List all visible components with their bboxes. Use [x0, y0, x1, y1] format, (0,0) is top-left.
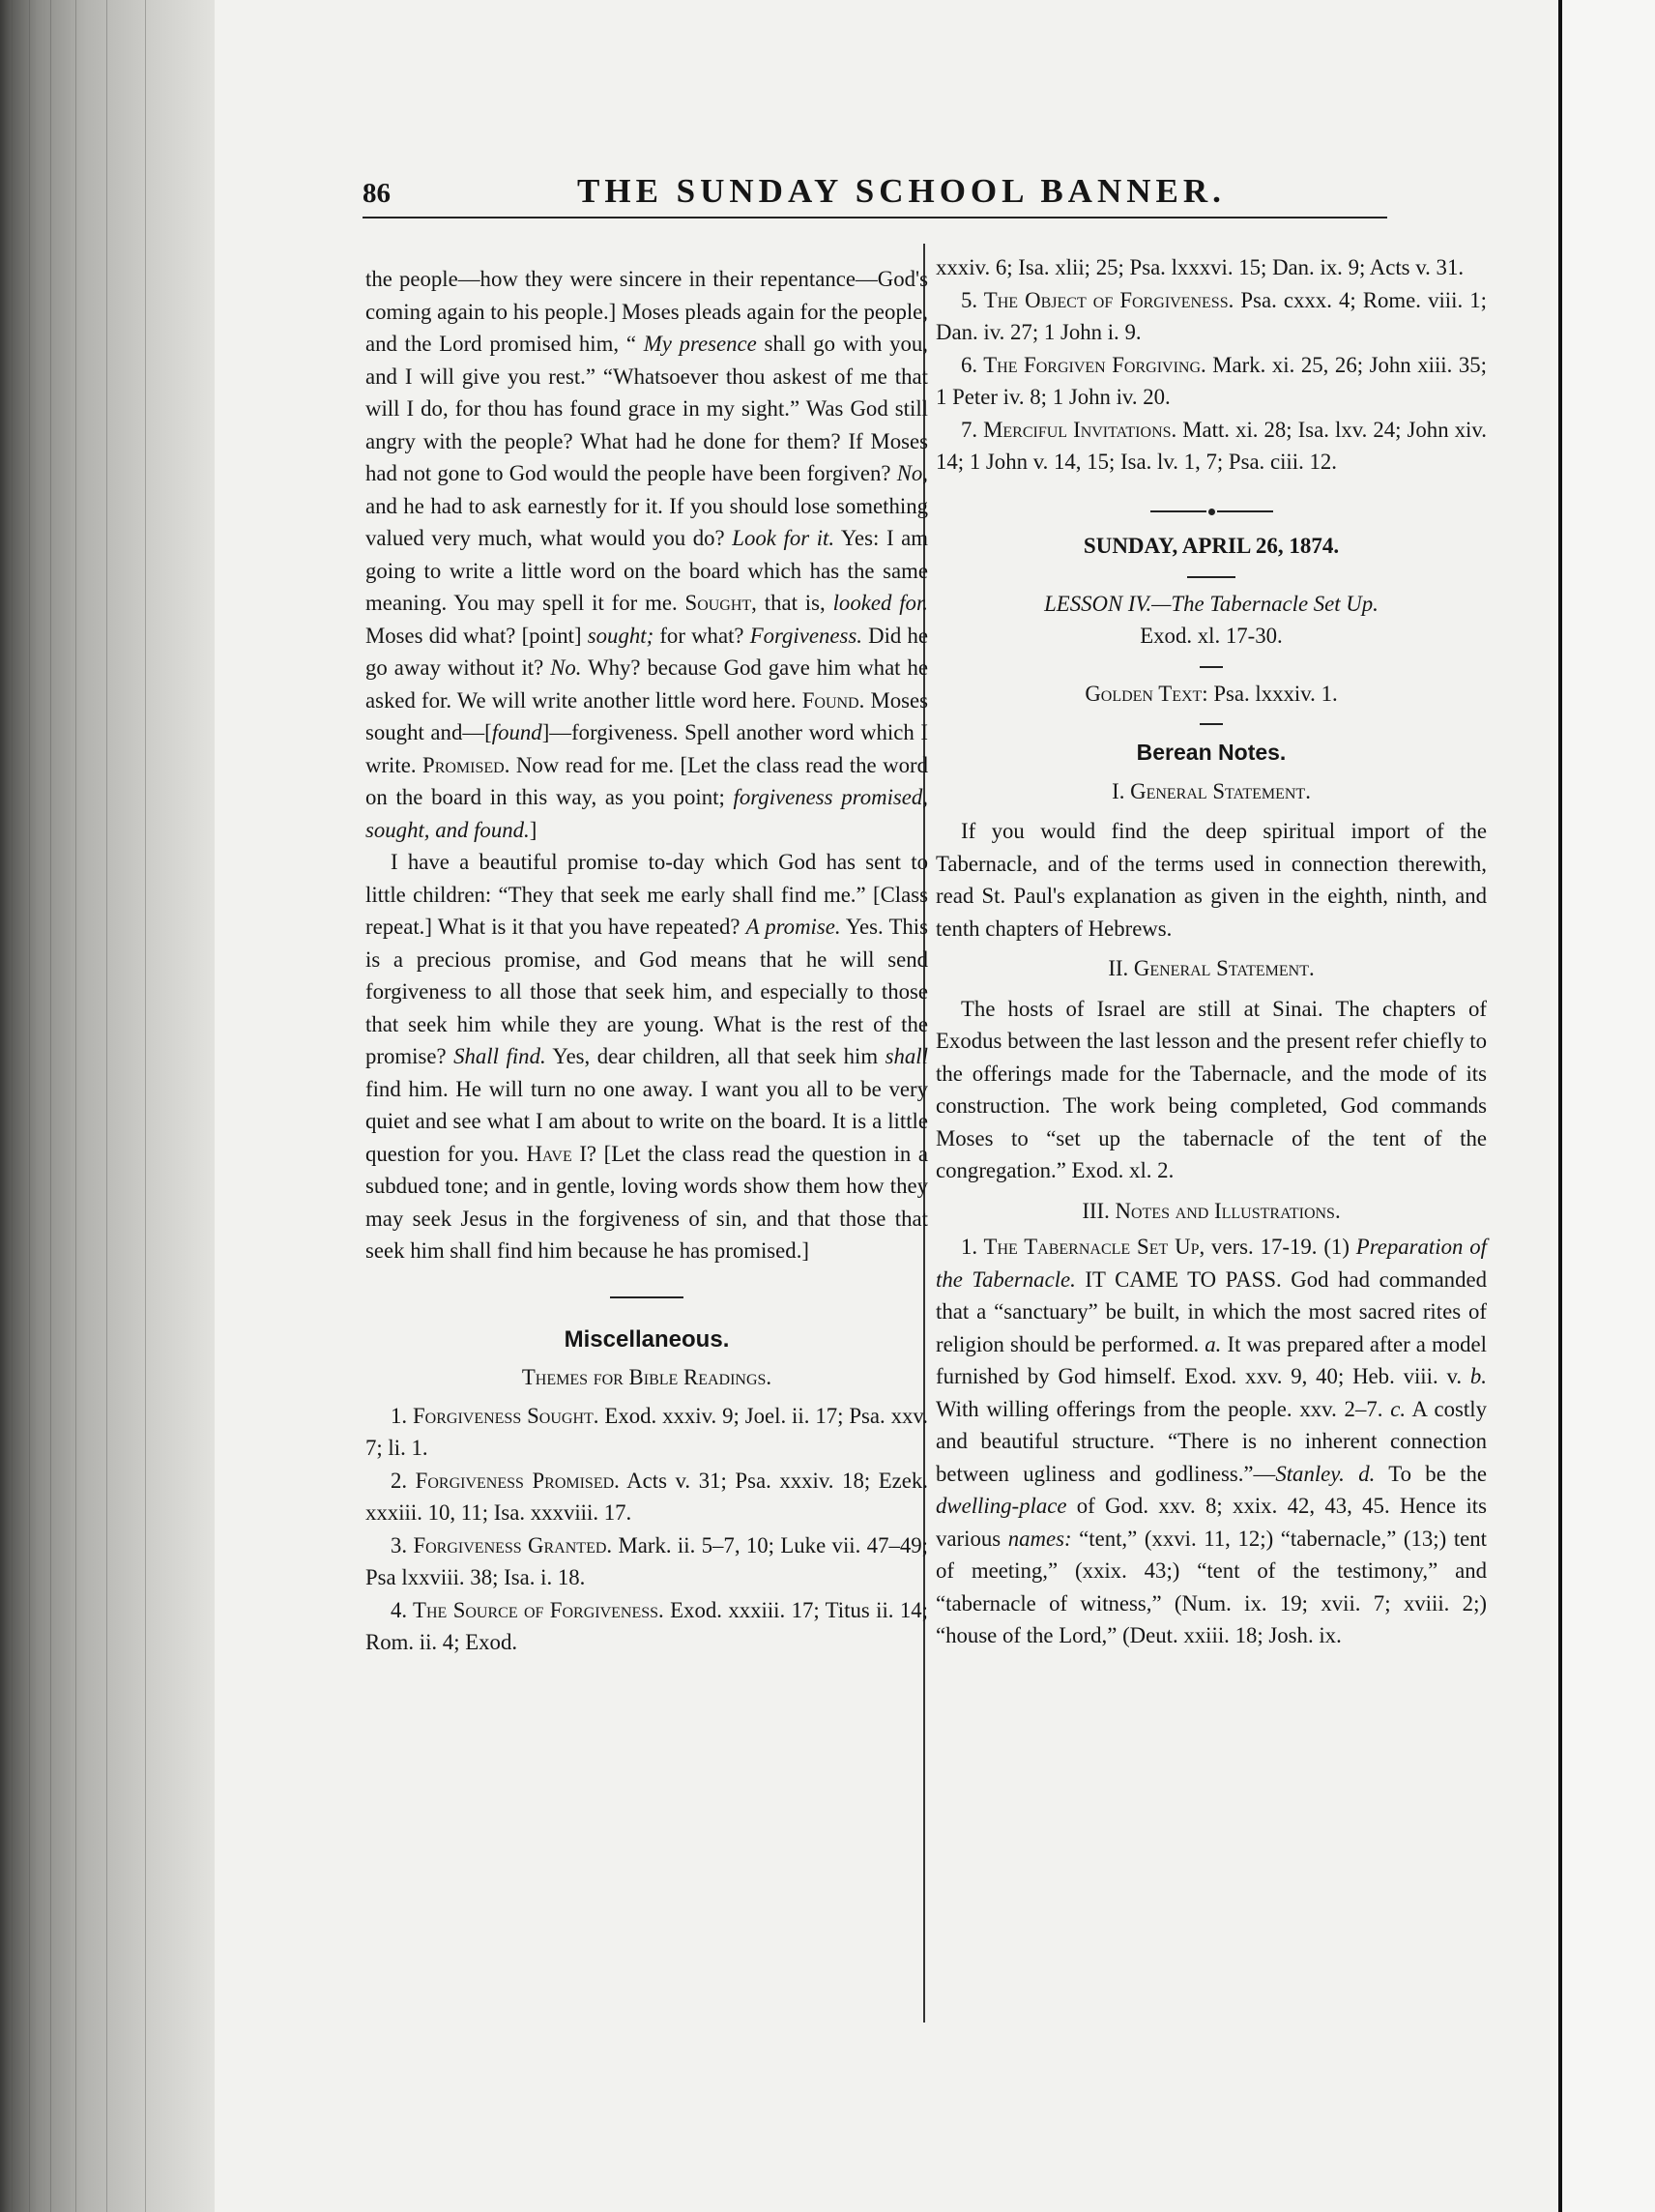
golden-rule [1200, 723, 1223, 725]
theme-entry: 3. Forgiveness Granted. Mark. ii. 5–7, 10; Luke vii. 47–49; Psa lxxviii. 38; Isa. i. 18. [365, 1532, 928, 1589]
theme-entry: 6. The Forgiven Forgiving. Mark. xi. 25, 26; John xiii. 35; 1 Peter iv. 8; 1 John iv. 20. [936, 352, 1487, 409]
page-edge-line [29, 0, 30, 2212]
page-number: 86 [363, 178, 391, 209]
subheading: III. Notes and Illustrations. [1082, 1198, 1341, 1223]
subheading: I. General Statement. [1112, 778, 1311, 803]
paragraph: If you would find the deep spiritual import of the Tabernacle, and of the terms used in connection therewith, read St. Paul's explanation as given in the eighth, ninth, and tenth chapters of Hebrews. [936, 819, 1487, 941]
lesson-rule [1200, 666, 1223, 668]
right-column [936, 251, 1487, 1652]
header-rule [363, 217, 1387, 218]
facing-page-rule [1558, 0, 1562, 2212]
section-heading: Miscellaneous. [564, 1325, 730, 1353]
paragraph: The hosts of Israel are still at Sinai. The chapters of Exodus between the last lesson and the present refer chiefly to the offerings made for the Tabernacle, and the mode of its construction. The work being completed, God commands Moses to “set up the tabernacle of the tent of the congregation.” Exod. xl. 2. [936, 996, 1487, 1182]
paragraph: 1. The Tabernacle Set Up, vers. 17-19. (1) Preparation of the Tabernacle. IT CAME TO PASS. God had commanded that a “sanctuary” be built, in which the most sacred rites of religion should be performed. a. It was prepared after a model furnished by God himself. Exod. xxv. 9, 40; Heb. viii. v. b. With willing offerings from the people. xxv. 2–7. c. A costly and beautiful structure. “There is no inherent connection between ugliness and godliness.”—Stanley. d. To be the dwelling-place of God. xxv. 8; xxix. 42, 43, 45. Hence its various names: “tent,” (xxvi. 11, 12;) “tabernacle,” (13;) tent of meeting,” (xxix. 43;) “tent of the testimony,” and “tabernacle of witness,” (Num. ix. 19; xvii. 7; xviii. 2;) “house of the Lord,” (Deut. xxiii. 18; Josh. ix. [936, 1235, 1488, 1647]
page-edge-line [12, 0, 13, 2212]
theme-entry: 1. Forgiveness Sought. Exod. xxxiv. 9; Joel. ii. 17; Psa. xxv. 7; li. 1. [365, 1403, 929, 1460]
lesson-reference: Exod. xl. 17-30. [1140, 624, 1283, 648]
theme-entry: 5. The Object of Forgiveness. Psa. cxxx. 4; Rome. viii. 1; Dan. iv. 27; 1 John i. 9. [936, 287, 1487, 344]
paragraph: the people—how they were sincere in their repentance—God's coming again to his people.] Moses pleads again for the people, and the Lord promised him, “ My presence shall go with you, and I will give you rest.” “Whatsoever thou askest of me that will I do, for thou has found grace in my sight.” Was God still angry with the people? What had he done for them? If Moses had not gone to God would the people have been forgiven? No, and he had to ask earnestly for it. If you should lose something valued very much, what would you do? Look for it. Yes: I am going to write a little word on the board which has the same meaning. You may spell it for me. Sought, that is, looked for. Moses did what? [point] sought; for what? Forgiveness. Did he go away without it? No. Why? because God gave him what he asked for. We will write another little word here. Found. Moses sought and—[found]—forgiveness. Spell another word which I write. Promised. Now read for me. [Let the class read the word on the board in this way, as you point; forgiveness promised, sought, and found.] [365, 267, 929, 842]
paragraph: I have a beautiful promise to-day which God has sent to little children: “They that seek me early shall find me.” [Class repeat.] What is it that you have repeated? A promise. Yes. This is a precious promise, and God means that he will send forgiveness to all those that seek him, and especially to those that seek him while they are young. What is the rest of the promise? Shall find. Yes, dear children, all that seek him shall find him. He will turn no one away. I want you all to be very quiet and see what I am about to write on the board. It is a little question for you. Have I? [Let the class read the question in a subdued tone; and in gentle, loving words show them how they may seek Jesus in the forgiveness of sin, and that those that seek him shall find him because he has promised.] [365, 850, 928, 1263]
page-edge-line [50, 0, 51, 2212]
page-edge-line [106, 0, 107, 2212]
ornament-rule [936, 494, 1487, 527]
left-column [365, 263, 928, 1659]
lesson-date: SUNDAY, APRIL 26, 1874. [1083, 534, 1340, 558]
book-spine [0, 0, 215, 2212]
subheading: II. General Statement. [1108, 956, 1315, 980]
facing-page-edge [1558, 0, 1655, 2212]
golden-text: Golden Text: Psa. lxxxiv. 1. [1085, 681, 1338, 706]
running-head: THE SUNDAY SCHOOL BANNER. [577, 172, 1226, 210]
section-heading: Berean Notes. [1136, 740, 1287, 765]
page-edge-line [75, 0, 76, 2212]
theme-entry: 7. Merciful Invitations. Matt. xi. 28; Isa. lxv. 24; John xiv. 14; 1 John v. 14, 15; Isa. lv. 1, 7; Psa. ciii. 12. [936, 417, 1487, 474]
date-rule [1187, 576, 1235, 578]
theme-entry: 2. Forgiveness Promised. Acts v. 31; Psa. xxxiv. 18; Ezek. xxxiii. 10, 11; Isa. xxxviii. 17. [365, 1468, 928, 1525]
theme-entry-continued: xxxiv. 6; Isa. xlii; 25; Psa. lxxxvi. 15; Dan. ix. 9; Acts v. 31. [936, 255, 1465, 279]
page-header [363, 172, 1387, 218]
theme-entry: 4. The Source of Forgiveness. Exod. xxxiii. 17; Titus ii. 14; Rom. ii. 4; Exod. [365, 1597, 928, 1654]
subheading: Themes for Bible Readings. [521, 1365, 772, 1389]
lesson-title: LESSON IV.—The Tabernacle Set Up. [1044, 591, 1379, 616]
page-edge-line [145, 0, 146, 2212]
